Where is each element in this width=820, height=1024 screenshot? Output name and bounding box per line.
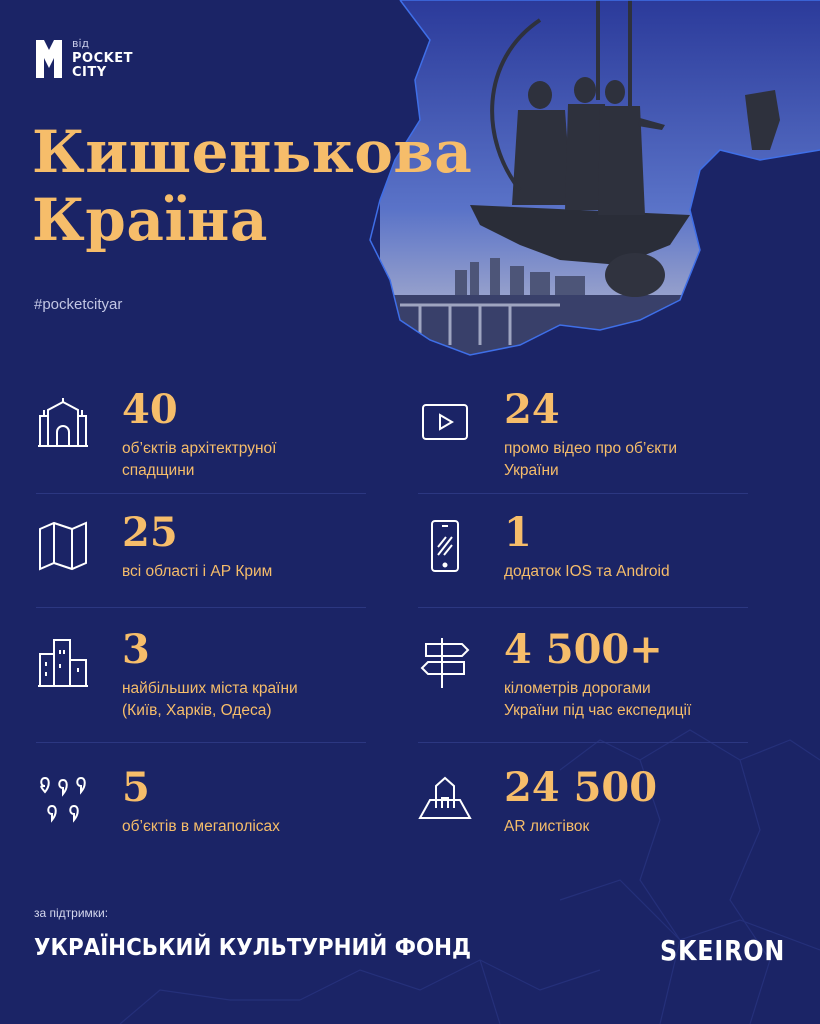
stat-description [122,678,382,722]
location-pins-icon [36,774,90,828]
video-play-icon [418,396,472,450]
hashtag: #pocketcityar [34,296,123,313]
stat-desc-line2: спадщини [122,462,195,479]
smartphone-icon [418,519,472,573]
divider [36,493,366,494]
divider [418,742,748,743]
stat-number: 3 [122,626,150,673]
stat-desc-line1: додаток IOS та Android [504,563,670,580]
stat-description [504,816,764,838]
stat-desc-line1: AR листівок [504,818,590,835]
logo-name-line1: POCKET [72,51,133,66]
stat-description [504,678,764,722]
stat-number: 24 500 [504,764,658,811]
divider [418,493,748,494]
title-line-2: Країна [32,186,268,254]
pocket-city-logo [34,38,133,80]
stat-description [504,561,764,583]
stat-desc-line2: України під час експедиції [504,702,692,719]
ar-postcard-icon [418,774,472,828]
page-title [32,118,472,254]
logo-name-line2: CITY [72,65,107,80]
stat-description [122,561,382,583]
divider [36,607,366,608]
stat-desc-line1: промо відео про об’єкти [504,440,677,457]
stat-desc-line1: найбільших міста країни [122,680,298,697]
stat-description [122,438,382,482]
stat-desc-line1: кілометрів дорогами [504,680,651,697]
pocket-city-logo-icon [34,38,64,80]
city-buildings-icon [36,636,90,690]
stat-desc-line2: України [504,462,559,479]
stat-desc-line1: всі області і АР Крим [122,563,273,580]
map-icon [36,519,90,573]
stat-number: 5 [122,764,150,811]
stat-number: 25 [122,509,178,556]
stat-desc-line1: об’єктів архітектруної [122,440,277,457]
stat-number: 24 [504,386,560,433]
stat-desc-line2: (Київ, Харків, Одеса) [122,702,272,719]
divider [418,607,748,608]
stat-number: 1 [504,509,532,556]
logo-from-label: від [72,37,90,50]
stat-number: 4 500+ [504,626,663,673]
stat-number: 40 [122,386,178,433]
support-label: за підтримки: [34,906,109,920]
divider [36,742,366,743]
stat-description [122,816,382,838]
stat-description [504,438,764,482]
signpost-icon [418,636,472,690]
ukrainian-cultural-foundation-logo: УКРАЇНСЬКИЙ КУЛЬТУРНИЙ ФОНД [34,935,472,961]
skeiron-logo: SKEIRON [660,934,786,967]
church-icon [36,396,90,450]
stat-desc-line1: об’єктів в мегаполісах [122,818,280,835]
title-line-1: Кишенькова [32,118,473,186]
